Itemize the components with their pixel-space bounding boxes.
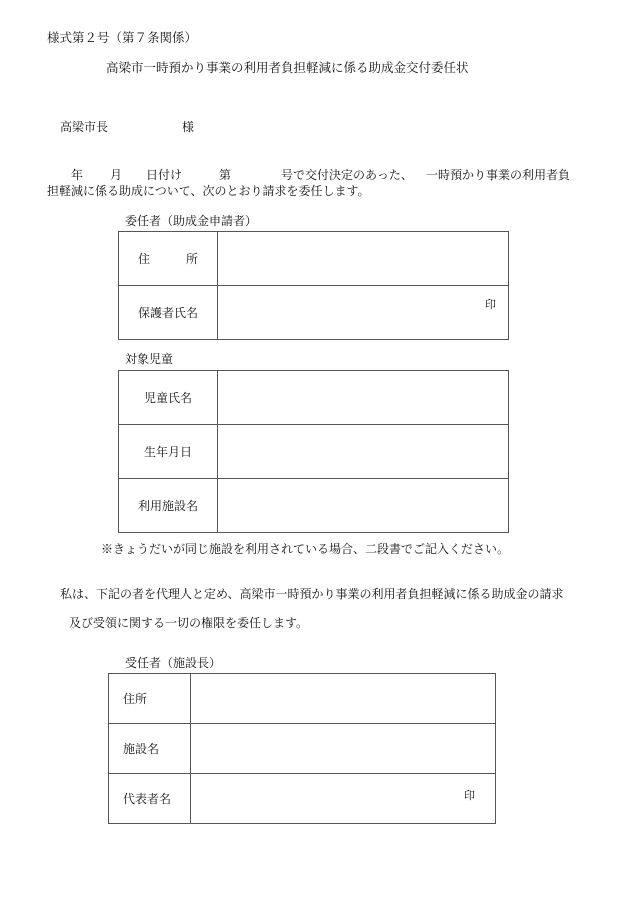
delegation-line2: 及び受領に関する一切の権限を委任します。 bbox=[69, 616, 309, 630]
facility-name-label: 施設名 bbox=[109, 724, 191, 774]
delegatee-heading: 受任者（施設長） bbox=[125, 656, 222, 670]
representative-label: 代表者名 bbox=[109, 774, 191, 824]
addressee-name: 高梁市長 bbox=[60, 120, 109, 134]
delegator-address-label: 住 所 bbox=[119, 232, 218, 286]
child-heading: 対象児童 bbox=[125, 352, 174, 366]
guardian-name-label: 保護者氏名 bbox=[119, 286, 218, 340]
intro-line2: 担軽減に係る助成について、次のとおり請求を委任します。 bbox=[47, 184, 370, 198]
seal-mark: 印 bbox=[464, 789, 475, 802]
representative-field[interactable] bbox=[191, 774, 496, 824]
year-label: 年 bbox=[71, 168, 84, 182]
day-label: 日付け bbox=[146, 168, 183, 182]
number-suffix: 号で交付決定のあった、 bbox=[281, 168, 413, 182]
delegator-heading: 委任者（助成金申請者） bbox=[125, 214, 258, 228]
number-prefix: 第 bbox=[219, 168, 232, 182]
child-name-field[interactable] bbox=[218, 371, 509, 425]
sibling-note: ※きょうだいが同じ施設を利用されている場合、二段書でご記入ください。 bbox=[101, 542, 510, 556]
month-label: 月 bbox=[110, 168, 123, 182]
delegation-line1: 私は、下記の者を代理人と定め、高梁市一時預かり事業の利用者負担軽減に係る助成金の請求 bbox=[60, 587, 564, 601]
facility-used-field[interactable] bbox=[218, 479, 509, 533]
addressee-honorific: 様 bbox=[182, 120, 195, 134]
delegatee-table bbox=[108, 673, 496, 824]
birth-date-field[interactable] bbox=[218, 425, 509, 479]
child-name-label: 児童氏名 bbox=[119, 371, 218, 425]
delegatee-address-label: 住所 bbox=[109, 674, 191, 724]
facility-used-label: 利用施設名 bbox=[119, 479, 218, 533]
guardian-name-field[interactable] bbox=[218, 286, 509, 340]
birth-date-label: 生年月日 bbox=[119, 425, 218, 479]
child-table bbox=[118, 370, 509, 533]
facility-name-field[interactable] bbox=[191, 724, 496, 774]
delegatee-address-field[interactable] bbox=[191, 674, 496, 724]
document-title: 高梁市一時預かり事業の利用者負担軽減に係る助成金交付委任状 bbox=[106, 60, 469, 75]
delegator-address-field[interactable] bbox=[218, 232, 509, 286]
intro-line1-tail: 一時預かり事業の利用者負 bbox=[426, 168, 571, 182]
form-number: 様式第２号（第７条関係） bbox=[47, 30, 198, 45]
delegator-table bbox=[118, 231, 509, 340]
seal-mark: 印 bbox=[485, 298, 496, 311]
